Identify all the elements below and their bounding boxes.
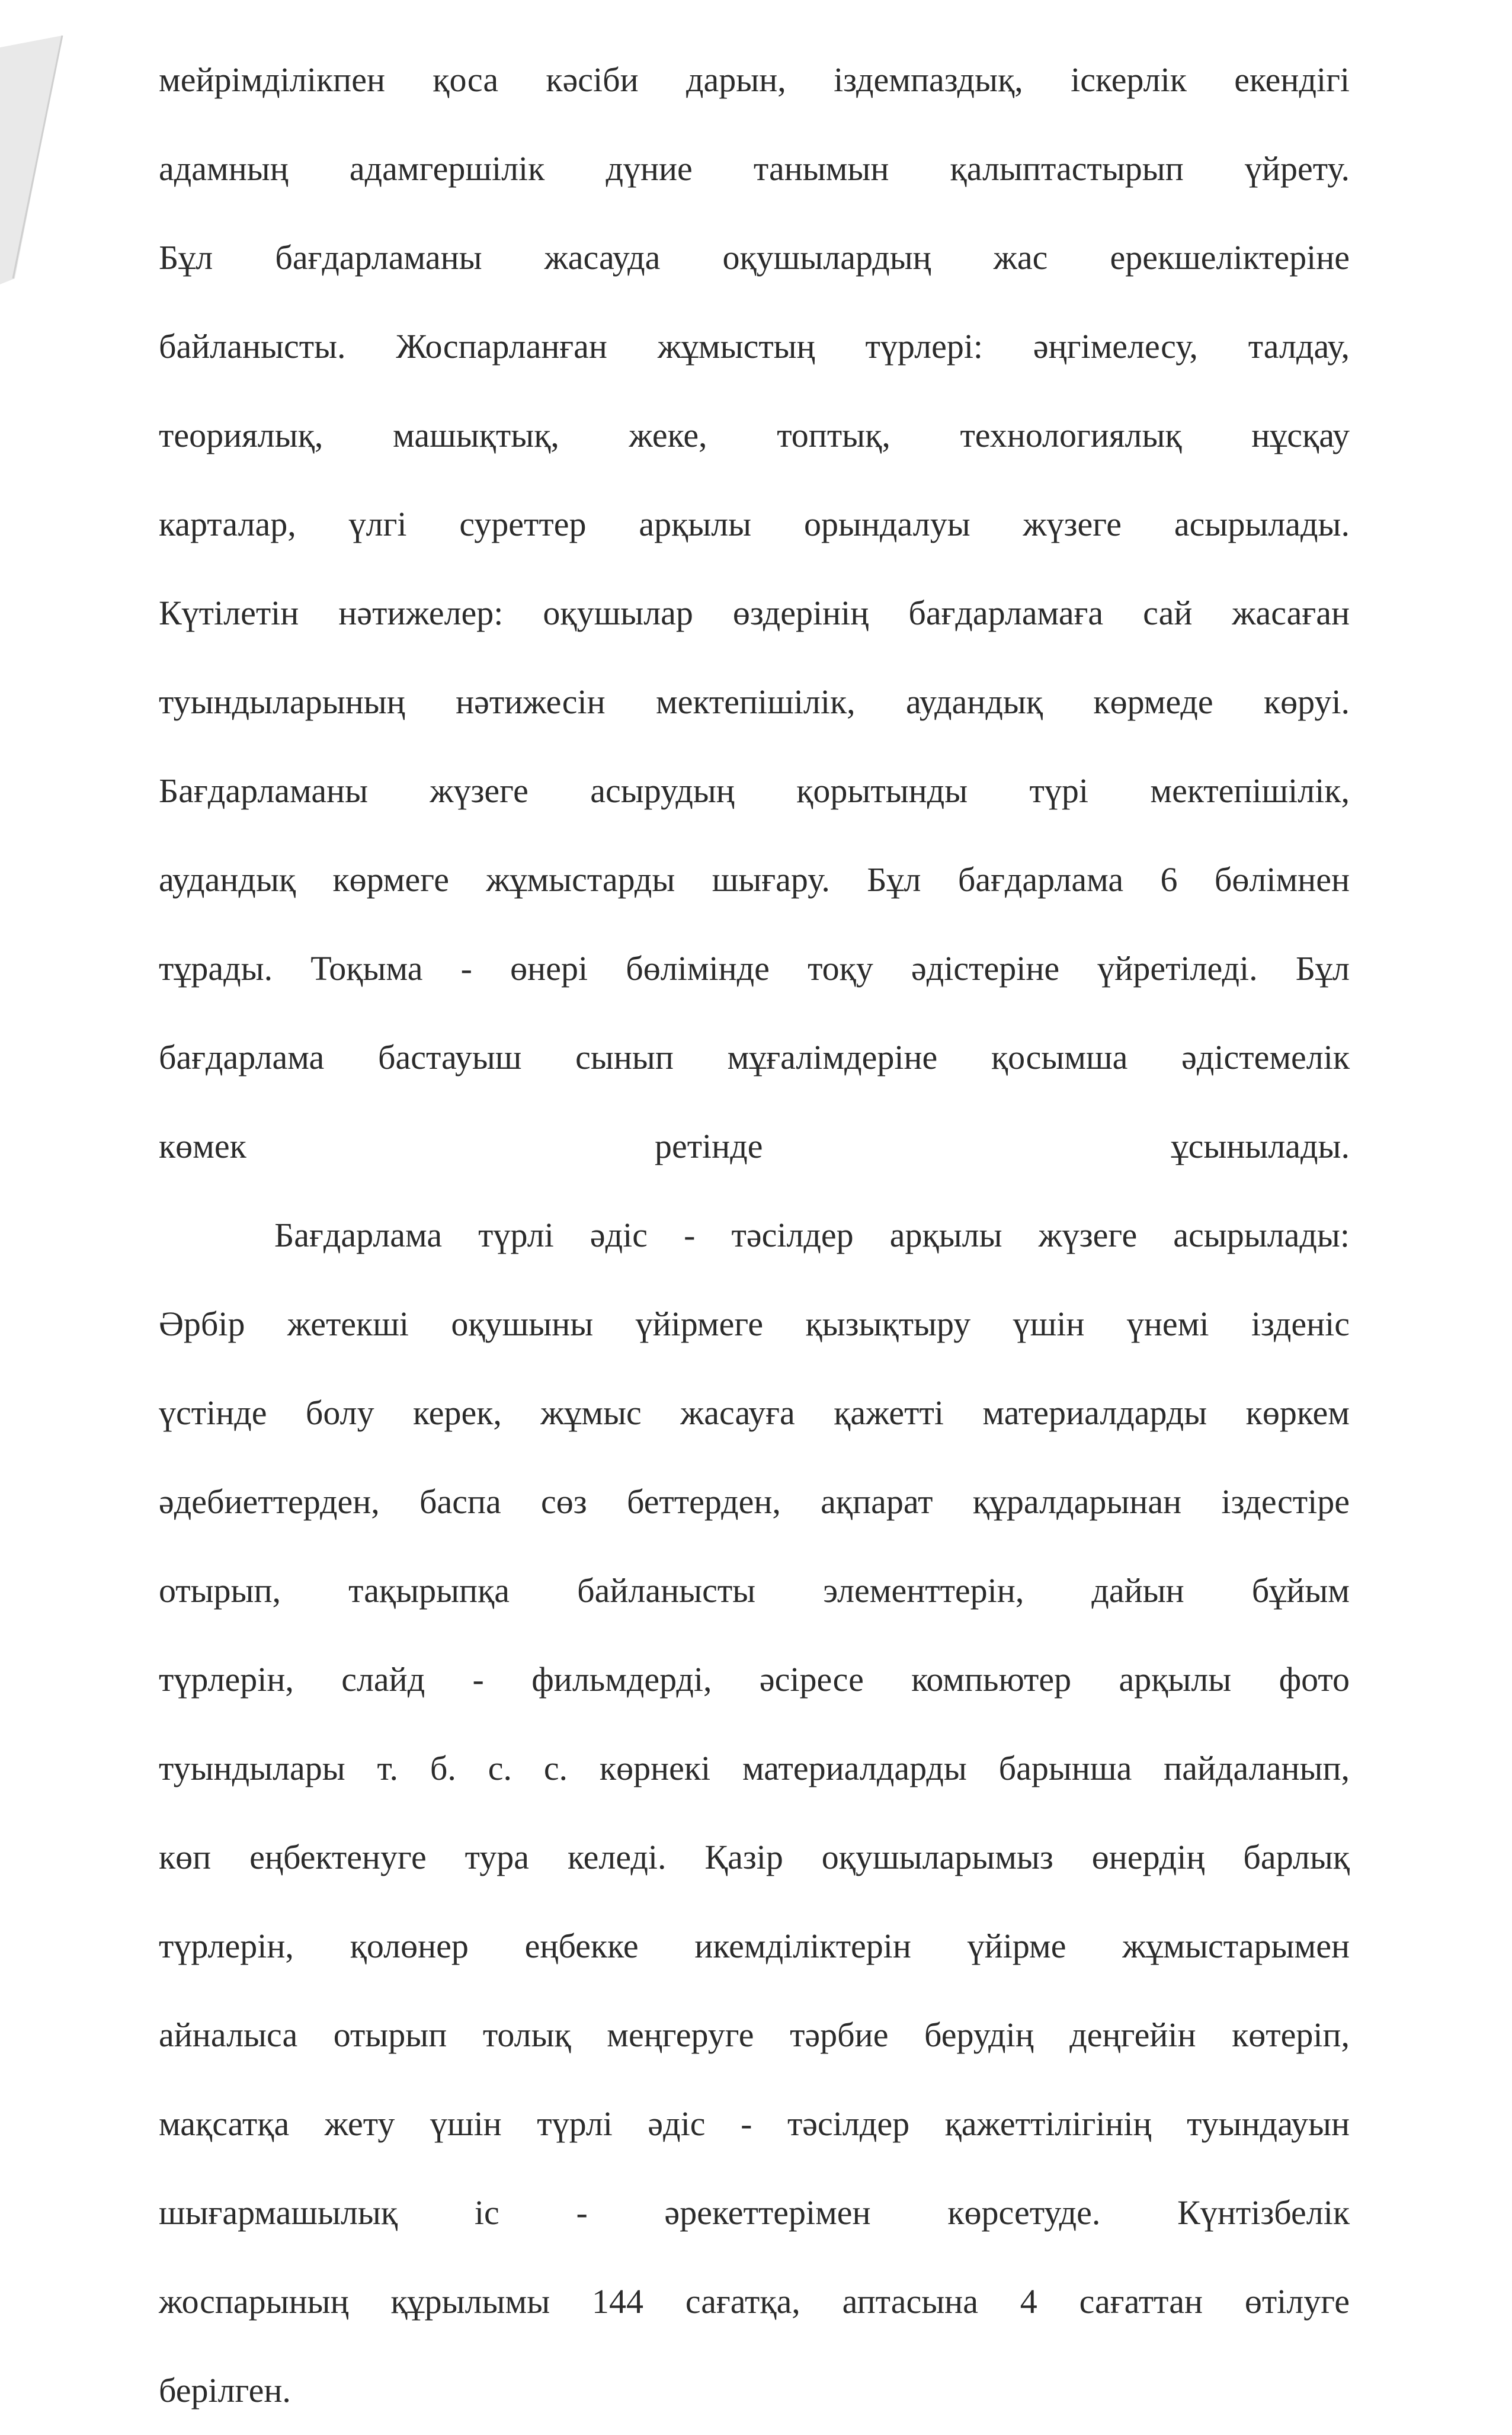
text-line: карталар, үлгі суреттер арқылы орындалуы жүзеге асырылады. bbox=[159, 505, 1350, 543]
text-line: жоспарының құрылымы 144 сағатқа, аптасына 4 сағаттан өтілуге bbox=[159, 2282, 1350, 2321]
document-page bbox=[159, 36, 1350, 2435]
text-line: Бағдарламаны жүзеге асырудың қорытынды түрі мектепішілік, bbox=[159, 771, 1350, 810]
text-line: берілген. bbox=[159, 2371, 291, 2410]
text-line: көп еңбектенуге тура келеді. Қазір оқушыларымыз өнердің барлық bbox=[159, 1838, 1350, 1876]
text-line: аудандық көрмеге жұмыстарды шығару. Бұл бағдарлама 6 бөлімнен bbox=[159, 860, 1350, 899]
text-line: туындылары т. б. с. с. көрнекі материалдарды барынша пайдаланып, bbox=[159, 1749, 1350, 1787]
text-line: Әрбір жетекші оқушыны үйірмеге қызықтыру үшін үнемі ізденіс bbox=[159, 1305, 1350, 1343]
text-line: тұрады. Тоқыма - өнері бөлімінде тоқу әдістеріне үйретіледі. Бұл bbox=[159, 949, 1350, 988]
text-line: байланысты. Жоспарланған жұмыстың түрлері: әңгімелесу, талдау, bbox=[159, 327, 1350, 366]
text-line: көмек ретінде ұсынылады. bbox=[159, 1127, 1350, 1165]
text-line: Күтілетін нәтижелер: оқушылар өздерінің бағдарламаға сай жасаған bbox=[159, 594, 1350, 632]
text-line: мақсатқа жету үшін түрлі әдіс - тәсілдер қажеттілігінің туындауын bbox=[159, 2104, 1350, 2143]
text-line: мейрімділікпен қоса кәсіби дарын, іздемпаздық, іскерлік екендігі bbox=[159, 60, 1350, 99]
scan-edge-shadow-shape bbox=[0, 36, 62, 284]
text-line: айналыса отырып толық меңгеруге тәрбие берудің деңгейін көтеріп, bbox=[159, 2016, 1350, 2054]
paragraph-2 bbox=[159, 1191, 1350, 2435]
text-line: Бұл бағдарламаны жасауда оқушылардың жас ерекшеліктеріне bbox=[159, 238, 1350, 277]
text-line: Бағдарлама түрлі әдіс - тәсілдер арқылы жүзеге асырылады: bbox=[274, 1216, 1350, 1254]
text-line: әдебиеттерден, баспа сөз беттерден, ақпарат құралдарынан іздестіре bbox=[159, 1482, 1350, 1521]
paragraph-1 bbox=[159, 36, 1350, 1191]
text-line: үстінде болу керек, жұмыс жасауға қажетті материалдарды көркем bbox=[159, 1393, 1350, 1432]
text-line: адамның адамгершілік дүние танымын қалыптастырып үйрету. bbox=[159, 149, 1350, 188]
text-line: шығармашылық іс - әрекеттерімен көрсетуде. Күнтізбелік bbox=[159, 2193, 1350, 2232]
text-line: туындыларының нәтижесін мектепішілік, аудандық көрмеде көруі. bbox=[159, 683, 1350, 721]
text-line: отырып, тақырыпқа байланысты элементтерін, дайын бұйым bbox=[159, 1571, 1350, 1610]
text-line: түрлерін, слайд - фильмдерді, әсіресе компьютер арқылы фото bbox=[159, 1660, 1350, 1699]
text-line: түрлерін, қолөнер еңбекке икемділіктерін үйірме жұмыстарымен bbox=[159, 1927, 1350, 1965]
text-line: бағдарлама бастауыш сынып мұғалімдеріне қосымша әдістемелік bbox=[159, 1038, 1350, 1076]
text-line: теориялық, машықтық, жеке, топтық, технологиялық нұсқау bbox=[159, 416, 1350, 454]
